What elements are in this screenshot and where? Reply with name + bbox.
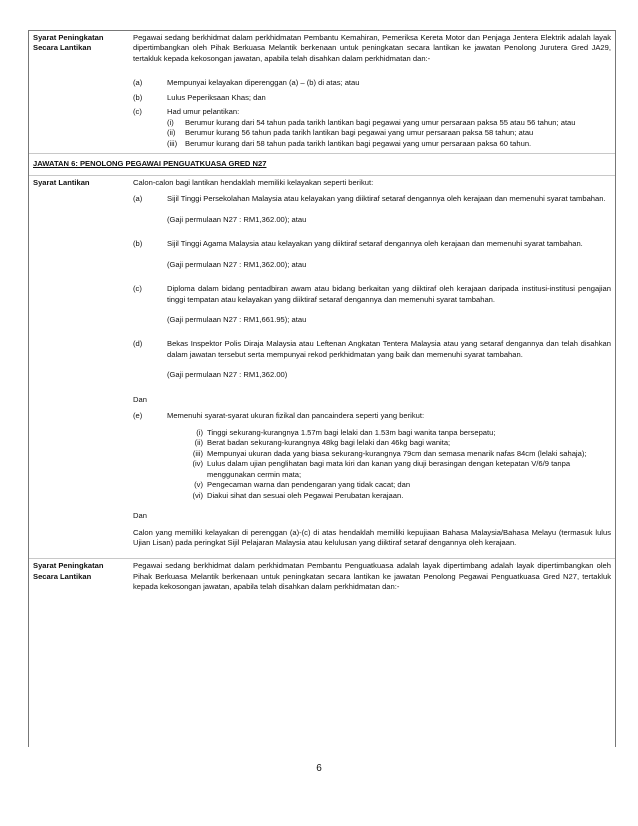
paragraph: Pegawai sedang berkhidmat dalam perkhidmatan Pembantu Kemahiran, Pemeriksa Kereta Motor dan Penjaga Jentera Elektrik adalah layak dipertimbangkan oleh Pihak Berkuasa Melantik berkenaan untuk peningkatan secara lantikan ke jawatan Penolong Jurutera Gred JA29, tertakluk kepada kekosongan jawatan, apabila telah disahkan dalam perkhidmatan dan:- (133, 33, 611, 63)
section-row-peningkatan-n27 (29, 559, 615, 603)
label-text: Syarat Lantikan (33, 177, 90, 187)
row-label (29, 559, 129, 603)
section-row-syarat-lantikan (29, 175, 615, 559)
intro-text: Calon-calon bagi lantikan hendaklah memiliki kelayakan seperti berikut: (133, 177, 374, 187)
sub-item: (iii) Berumur kurang dari 58 tahun pada tarikh lantikan bagi pegawai yang umur persaraan paksa 60 tahun. (167, 138, 532, 148)
paragraph: Pegawai sedang berkhidmat dalam perkhidmatan Pembantu Penguatkuasa adalah layak dipertimbang adalah layak dipertimbangkan oleh Pihak Berkuasa Melantik berkenaan untuk peningkatan secara lantikan ke jawatan Penolong Pegawai Penguatkuasa Gred N27, tertakluk kepada kekosongan jawatan, apabila telah disahkan dalam perkhidmatan dan:- (133, 561, 611, 592)
list-item: (v) Pengecaman warna dan pendengaran yang tidak cacat; dan (194, 480, 411, 490)
qualification-item: (b) Sijil Tinggi Agama Malaysia atau kelayakan yang diiktiraf setaraf dengannya oleh kerajaan dan memenuhi syarat tambahan. (133, 239, 583, 249)
requirements-table (29, 31, 615, 603)
closing-paragraph: Calon yang memiliki kelayakan di perenggan (a)-(c) di atas hendaklah memiliki kepujiaan Bahasa Malaysia/Bahasa Melayu (termasuk lulus Ujian Lisan) pada peringkat Sijil Pelajaran Malaysia atau kelulusan yang diiktiraf setaraf dengannya oleh kerajaan. (133, 527, 611, 547)
starting-salary: (Gaji permulaan N27 : RM1,362.00); atau (167, 214, 307, 224)
jawatan-title-row (29, 154, 615, 175)
label-text: Syarat Peningkatan Secara Lantikan (33, 561, 104, 581)
section-row-peningkatan-ja29 (29, 31, 615, 154)
starting-salary: (Gaji permulaan N27 : RM1,362.00) (167, 370, 288, 380)
list-item: (iii) Mempunyai ukuran dada yang biasa sekurang-kurangnya 79cm dan semasa menarik nafas 84cm (lelaki sahaja); (192, 448, 587, 458)
qualification-item: (e) Memenuhi syarat-syarat ukuran fizikal dan pancaindera seperti yang berikut: (133, 411, 425, 421)
page-number: 6 (316, 763, 322, 774)
jawatan-title: JAWATAN 6: PENOLONG PEGAWAI PENGUATKUASA GRED N27 (29, 154, 615, 175)
document-page (28, 30, 616, 747)
row-content (129, 175, 615, 559)
physical-requirements-list (181, 428, 611, 501)
starting-salary: (Gaji permulaan N27 : RM1,661.95); atau (167, 314, 307, 324)
list-item: (iv) Lulus dalam ujian penglihatan bagi mata kiri dan kanan yang diuji berasingan dengan ketepatan V/6/9 tanpa menggunakan cermin mata; (192, 459, 571, 479)
sub-item: (ii) Berumur kurang 56 tahun pada tarikh lantikan bagi pegawai yang umur persaraan paksa 58 tahun; atau (167, 128, 534, 138)
label-text: Syarat Peningkatan Secara Lantikan (33, 33, 104, 53)
qualification-item: (c) Diploma dalam bidang pentadbiran awam atau bidang berkaitan yang diiktiraf oleh kerajaan daripada institusi-institusi pengajian tinggi tempatan atau kelayakan yang diiktiraf setaraf dengannya dan memenuhi syarat tambahan. (133, 284, 611, 304)
list-item: (b) Lulus Peperiksaan Khas; dan (133, 92, 266, 102)
sub-item: (i) Berumur kurang dari 54 tahun pada tarikh lantikan bagi pegawai yang umur persaraan paksa 55 atau 56 tahun; atau (167, 117, 576, 127)
dan-text: Dan (133, 511, 147, 521)
list-item: (i) Tinggi sekurang-kurangnya 1.57m bagi lelaki dan 1.53m bagi wanita tanpa bersepatu; (196, 427, 496, 437)
row-content (129, 559, 615, 603)
list-item: (a) Mempunyai kelayakan diperenggan (a) – (b) di atas; atau (133, 78, 360, 88)
list-item: (vi) Diakui sihat dan sesuai oleh Pegawai Perubatan kerajaan. (192, 490, 404, 500)
row-content (129, 31, 615, 154)
qualification-item: (d) Bekas Inspektor Polis Diraja Malaysia atau Leftenan Angkatan Tentera Malaysia atau yang setaraf dengannya dan telah disahkan dalam jawatan tersebut serta mempunyai rekod perkhidmatan yang baik dan memenuhi syarat tambahan. (133, 339, 611, 359)
dan-text: Dan (133, 394, 147, 404)
row-label (29, 175, 129, 559)
qualification-item: (a) Sijil Tinggi Persekolahan Malaysia atau kelayakan yang diiktiraf setaraf dengannya oleh kerajaan dan memenuhi syarat tambahan. (133, 194, 606, 204)
list-item: (c) Had umur pelantikan: (133, 107, 240, 117)
list-item: (ii) Berat badan sekurang-kurangnya 48kg bagi lelaki dan 46kg bagi wanita; (194, 438, 451, 448)
row-label (29, 31, 129, 154)
age-sublist (167, 118, 611, 149)
starting-salary: (Gaji permulaan N27 : RM1,362.00); atau (167, 259, 307, 269)
